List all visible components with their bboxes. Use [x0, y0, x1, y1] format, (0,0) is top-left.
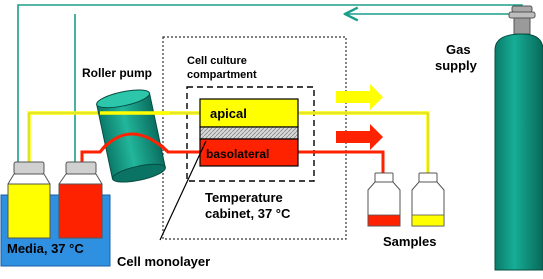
- sample-vial-basolateral: [368, 173, 400, 226]
- roller-pump-label: Roller pump: [82, 66, 153, 80]
- compartment-label-line2: compartment: [187, 69, 257, 81]
- media-bottle-apical: [8, 162, 50, 238]
- compartment-label-line1: Cell culture: [187, 55, 247, 67]
- samples-label: Samples: [383, 234, 437, 249]
- temperature-label-line1: Temperature: [205, 190, 283, 205]
- media-bottle-basolateral: [59, 162, 102, 238]
- sample-vial-apical: [412, 173, 444, 226]
- apical-label: apical: [210, 106, 247, 121]
- basolateral-flow-arrow: [336, 124, 383, 150]
- gas-label-line1: Gas: [446, 42, 471, 57]
- gas-label-line2: supply: [435, 58, 477, 73]
- temperature-label-line2: cabinet, 37 °C: [205, 206, 291, 221]
- apical-flow-arrow: [336, 84, 383, 110]
- gas-cylinder: [495, 6, 543, 270]
- cell-monolayer-label: Cell monolayer: [117, 254, 211, 269]
- roller-pump: [95, 86, 167, 185]
- cell-monolayer-pointer: [160, 141, 206, 240]
- media-label: Media, 37 °C: [7, 241, 84, 256]
- basolateral-label: basolateral: [206, 147, 270, 161]
- cell-monolayer-membrane: [200, 127, 298, 139]
